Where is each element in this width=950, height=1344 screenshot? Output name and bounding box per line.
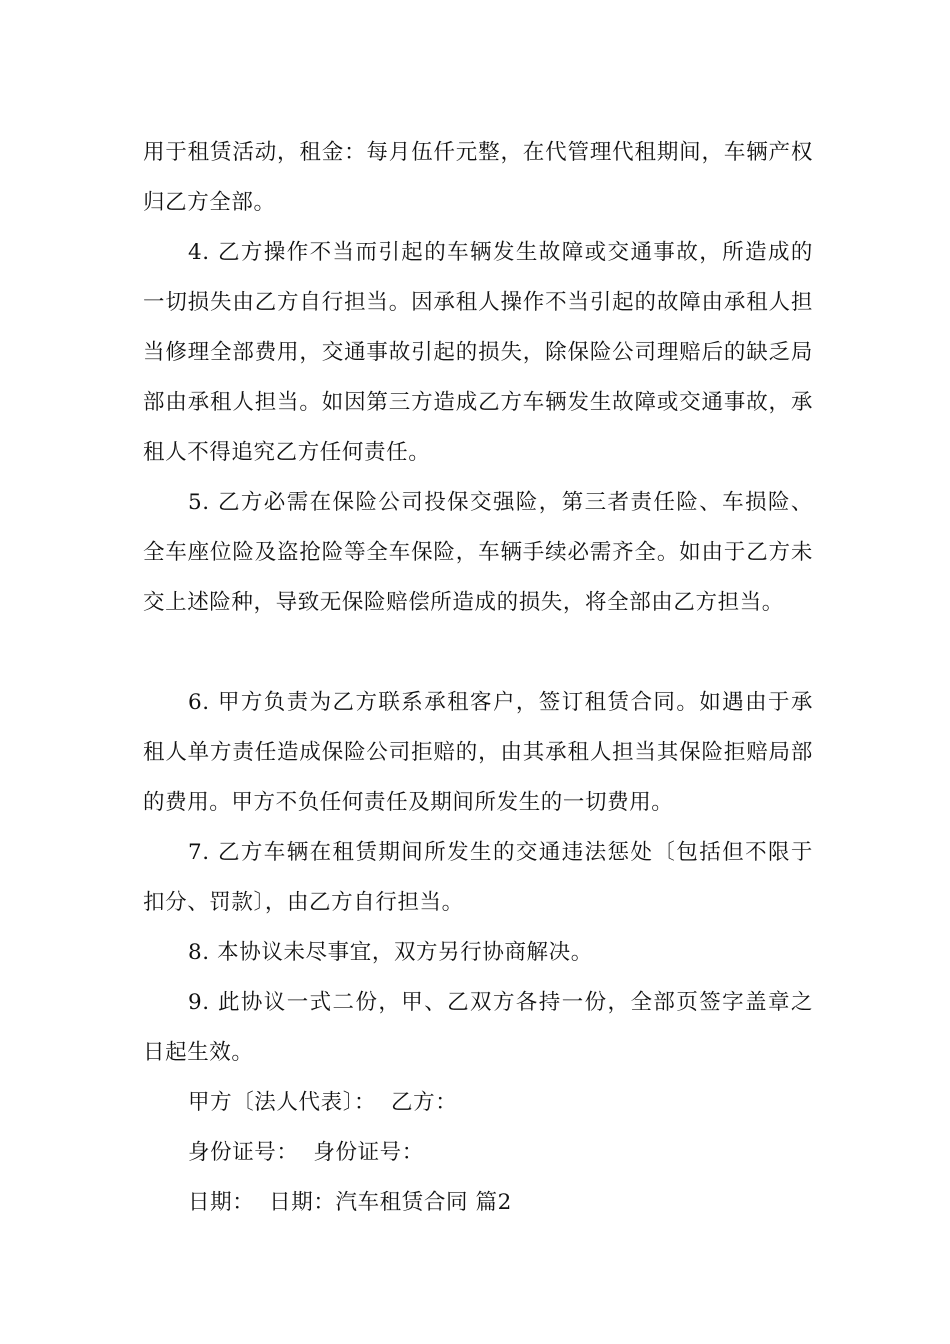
paragraph-rent-terms: 用于租赁活动，租金：每月伍仟元整，在代管理代租期间，车辆产权归乙方全部。 <box>143 140 813 215</box>
paragraph-clause-6: 6. 甲方负责为乙方联系承租客户，签订租赁合同。如遇由于承租人单方责任造成保险公司拒赔的，由其承租人担当其保险拒赔局部的费用。甲方不负任何责任及期间所发生的一切费用。 <box>143 690 813 815</box>
paragraph-clause-7: 7. 乙方车辆在租赁期间所发生的交通违法惩处〔包括但不限于扣分、罚款〕，由乙方自行担当。 <box>143 840 813 915</box>
contract-body <box>143 128 813 1228</box>
paragraph-clause-8: 8. 本协议未尽事宜，双方另行协商解决。 <box>188 940 593 965</box>
blank-line <box>143 628 813 678</box>
paragraph-clause-4: 4. 乙方操作不当而引起的车辆发生故障或交通事故，所造成的一切损失由乙方自行担当。因承租人操作不当引起的故障由承租人担当修理全部费用，交通事故引起的损失，除保险公司理赔后的缺乏局部由承租人担当。如因第三方造成乙方车辆发生故障或交通事故，承租人不得追究乙方任何责任。 <box>143 240 813 465</box>
paragraph-clause-9: 9. 此协议一式二份，甲、乙双方各持一份，全部页签字盖章之日起生效。 <box>143 990 813 1065</box>
paragraph-clause-5: 5. 乙方必需在保险公司投保交强险，第三者责任险、车损险、全车座位险及盗抢险等全车保险，车辆手续必需齐全。如由于乙方未交上述险种，导致无保险赔偿所造成的损失，将全部由乙方担当。 <box>143 490 813 615</box>
signature-id-line: 身份证号： 身份证号： <box>188 1140 424 1165</box>
signature-party-line: 甲方〔法人代表〕： 乙方： <box>188 1090 458 1115</box>
signature-date-line: 日期： 日期：汽车租赁合同 篇2 <box>188 1190 512 1215</box>
